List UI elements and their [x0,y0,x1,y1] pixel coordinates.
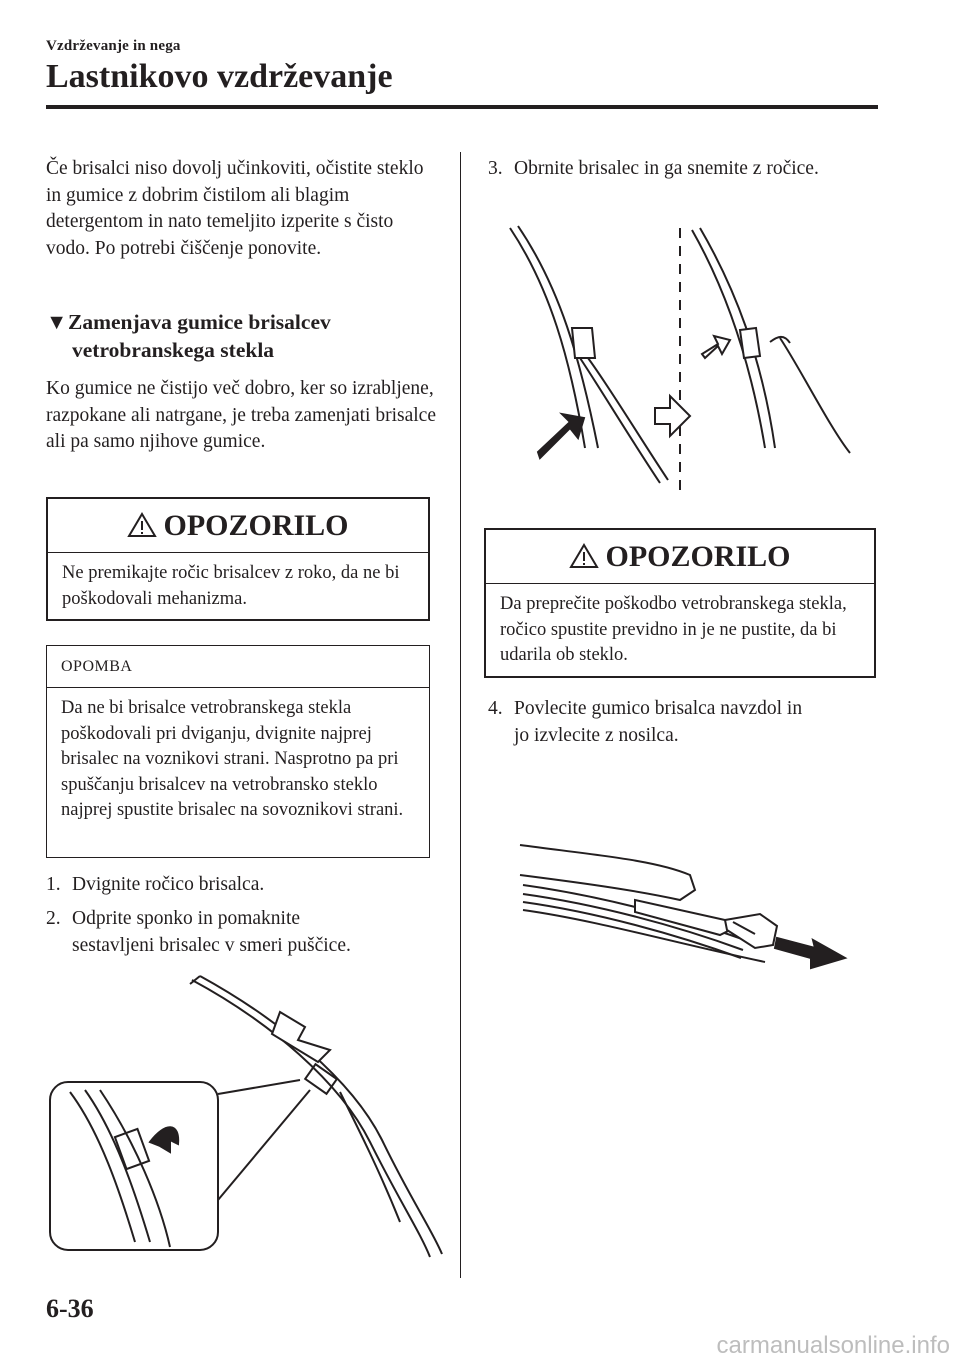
subheading-line2: vetrobranskega stekla [72,338,275,362]
page-number: 6-36 [46,1294,94,1323]
step-text: Odprite sponko in pomaknite [72,908,301,929]
wiper-removal-illustration [500,208,870,498]
note-text: Da ne bi brisalce vetrobranskega stekla poškodovali pri dviganju, dvignite najprej brisalec na voznikovi strani. Nasprotno pa pri spuščanju brisalcev na vetrobransko steklo najprej spustite brisalec na sovoznikovi strani. [61,698,404,820]
step-number: 3. [488,158,503,179]
intro-paragraph: Če brisalci niso dovolj učinkoviti, očistite steklo in gumice z dobrim čistilom ali blagim detergentom in nato temeljito izperite s čisto vodo. Po potrebi čiščenje ponovite. [46,158,424,259]
step-1 [46,872,441,899]
warning-box-1 [46,497,430,621]
wiper-rubber-illustration [515,830,855,980]
warning-title: OPOZORILO [163,509,349,542]
warning-title: OPOZORILO [605,540,791,573]
warning-header [486,530,874,584]
page-title: Lastnikovo vzdrževanje [46,58,393,95]
warning-text: Ne premikajte ročic brisalcev z roko, da ne bi poškodovali mehanizma. [62,563,400,609]
step-text: Povlecite gumico brisalca navzdol in [514,698,803,719]
watermark: carmanualsonline.info [716,1332,950,1359]
section-label: Vzdrževanje in nega [46,38,181,54]
note-box [46,645,430,858]
step-3 [488,156,888,183]
step-number: 4. [488,698,503,719]
subheading-line1: Zamenjava gumice brisalcev [68,310,331,334]
subheading [46,308,441,364]
step-2 [46,906,446,959]
triangle-bullet-icon: ▼ [46,310,68,334]
step-number: 1. [46,874,61,895]
wiper-clip-illustration [40,972,460,1272]
title-rule [46,105,878,109]
warning-text: Da preprečite poškodbo vetrobranskega stekla, ročico spustite previdno in je ne pustite, da bi udarila ob steklo. [500,594,847,665]
step-text-cont: sestavljeni brisalec v smeri puščice. [72,934,351,956]
column-divider [460,152,461,1278]
body-paragraph: Ko gumice ne čistijo več dobro, ker so izrabljene, razpokane ali natrgane, je treba zamenjati brisalce ali pa samo njihove gumice. [46,378,436,452]
warning-triangle-icon [569,543,599,569]
warning-header [48,499,428,553]
step-text: Obrnite brisalec in ga snemite z ročice. [514,158,819,179]
warning-box-2 [484,528,876,678]
step-4 [488,696,888,749]
note-title: OPOMBA [47,646,429,688]
step-text-cont: jo izvlecite z nosilca. [514,724,679,746]
step-text: Dvignite ročico brisalca. [72,874,265,895]
warning-triangle-icon [127,512,157,538]
step-number: 2. [46,908,61,929]
